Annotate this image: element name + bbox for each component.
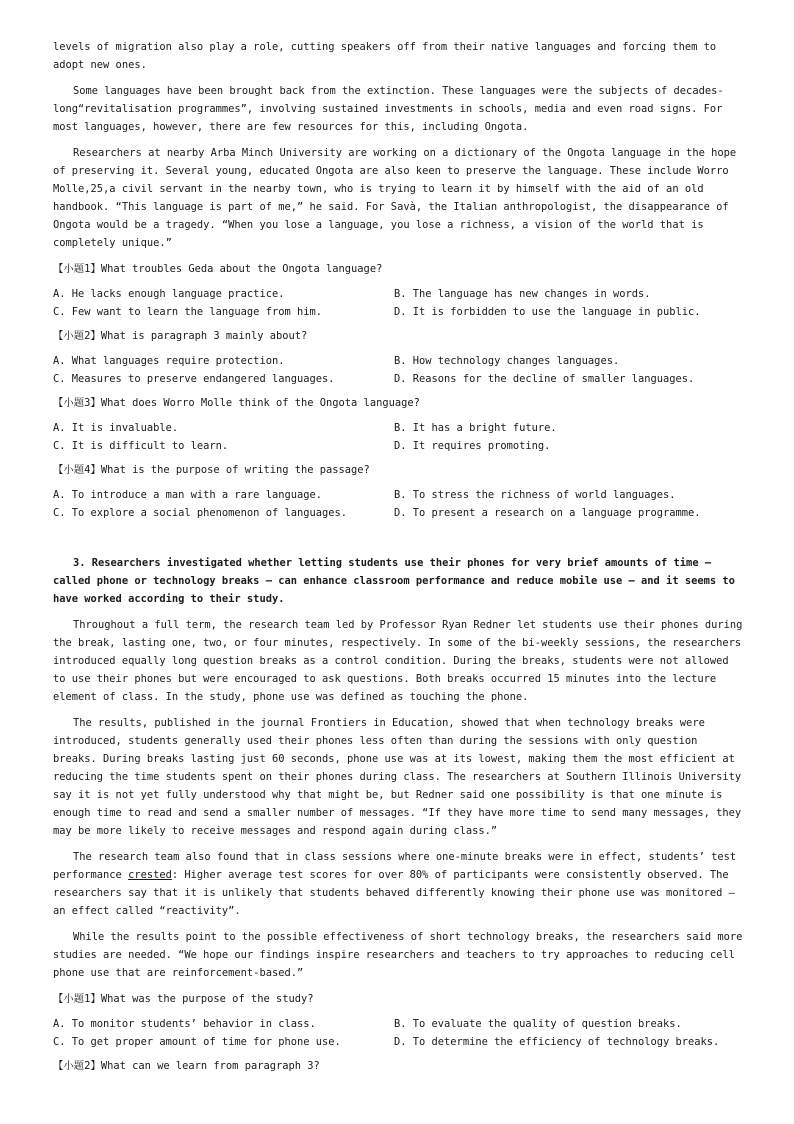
option-b: B. How technology changes languages. [394, 355, 620, 367]
question-stem: 【小题3】What does Worro Molle think of the Ongota language? [53, 397, 420, 409]
options-grid [53, 419, 743, 455]
paragraph-results: The results, published in the journal Frontiers in Education, showed that when technology breaks were introduced, students generally used their phones less often than during the sessions with only question breaks. During breaks lasting just 60 seconds, phone use was at its lowest, making them the most efficient at reducing the time students spent on their phones during class. The researchers at Southern Illinois University say it is not yet fully understood why that might be, but Redner said one possibility is that one minute is enough time to read and send a smaller number of messages. “If they have more time to send many messages, they may be more likely to receive messages and respond again during class.” [53, 717, 742, 837]
option-a: A. What languages require protection. [53, 355, 285, 367]
option-a: A. It is invaluable. [53, 422, 179, 434]
options-grid [53, 486, 743, 522]
option-c: C. To get proper amount of time for phone use. [53, 1036, 341, 1048]
options-grid [53, 1015, 743, 1051]
options-grid [53, 285, 743, 321]
option-d: D. To present a research on a language programme. [394, 507, 701, 519]
section-spacer [53, 528, 743, 554]
underlined-word: crested [128, 869, 172, 881]
option-b: B. To stress the richness of world languages. [394, 489, 676, 501]
question-block-2 [53, 327, 743, 388]
option-a: A. He lacks enough language practice. [53, 288, 285, 300]
option-b: B. It has a bright future. [394, 422, 557, 434]
text-segment: The research team also found that in class sessions where one-minute breaks were in effect, students’ test performance [53, 851, 737, 881]
question-stem: 【小题1】What was the purpose of the study? [53, 993, 314, 1005]
option-a: A. To monitor students’ behavior in class. [53, 1018, 316, 1030]
passage-intro: 3. Researchers investigated whether letting students use their phones for very brief amounts of time — called phone or technology breaks — can enhance classroom performance and reduce mobile use — and it seems to have worked according to their study. [53, 557, 735, 605]
paragraph-method: Throughout a full term, the research team led by Professor Ryan Redner let students use their phones during the break, lasting one, two, or four minutes, respectively. In some of the bi-weekly sessions, the researchers introduced equally long question breaks as a control condition. During the breaks, students were not allowed to use their phones but were encouraged to ask questions. Both breaks occurred 15 minutes into the lecture element of class. In the study, phone use was defined as touching the phone. [53, 619, 743, 703]
question-stem: 【小题2】What can we learn from paragraph 3? [53, 1060, 320, 1072]
option-a: A. To introduce a man with a rare language. [53, 489, 322, 501]
question-block-1 [53, 260, 743, 321]
question-block-4 [53, 461, 743, 522]
option-c: C. Few want to learn the language from him. [53, 306, 322, 318]
option-c: C. Measures to preserve endangered languages. [53, 373, 335, 385]
option-d: D. To determine the efficiency of technology breaks. [394, 1036, 720, 1048]
question-stem: 【小题4】What is the purpose of writing the passage? [53, 464, 370, 476]
option-b: B. To evaluate the quality of question breaks. [394, 1018, 682, 1030]
document-page [53, 38, 743, 1082]
question-stem: 【小题2】What is paragraph 3 mainly about? [53, 330, 308, 342]
option-d: D. Reasons for the decline of smaller languages. [394, 373, 695, 385]
question-block-5 [53, 990, 743, 1051]
paragraph-performance [53, 848, 743, 920]
paragraph-continued: levels of migration also play a role, cutting speakers off from their native languages and forcing them to adopt new ones. [53, 41, 717, 71]
option-d: D. It requires promoting. [394, 440, 551, 452]
question-stem: 【小题1】What troubles Geda about the Ongota language? [53, 263, 383, 275]
question-block-3 [53, 394, 743, 455]
text-segment: : Higher average test scores for over 80% of participants were consistently observed. The researchers say that it is unlikely that students behaved differently knowing their phone use was monitored — an effect called “reactivity”. [53, 869, 735, 917]
option-b: B. The language has new changes in words. [394, 288, 651, 300]
option-d: D. It is forbidden to use the language in public. [394, 306, 701, 318]
option-c: C. To explore a social phenomenon of languages. [53, 507, 348, 519]
paragraph-revitalisation: Some languages have been brought back from the extinction. These languages were the subjects of decades-long“revitalisation programmes”, involving sustained investments in schools, media and even road signs. For most languages, however, there are few resources for this, including Ongota. [53, 85, 724, 133]
option-c: C. It is difficult to learn. [53, 440, 229, 452]
paragraph-conclusion: While the results point to the possible effectiveness of short technology breaks, the researchers said more studies are needed. “We hope our findings inspire researchers and teachers to try approaches to reducing cell phone use that are reinforcement-based.” [53, 931, 743, 979]
options-grid [53, 352, 743, 388]
paragraph-researchers: Researchers at nearby Arba Minch University are working on a dictionary of the Ongota language in the hope of preserving it. Several young, educated Ongota are also keen to preserve the language. These include Worro Molle,25,a civil servant in the nearby town, who is trying to learn it by himself with the aid of an old handbook. “This language is part of me,” he said. For Savà, the Italian anthropologist, the disappearance of Ongota would be a tragedy. “When you lose a language, you lose a richness, a vision of the world that is completely unique.” [53, 147, 737, 249]
